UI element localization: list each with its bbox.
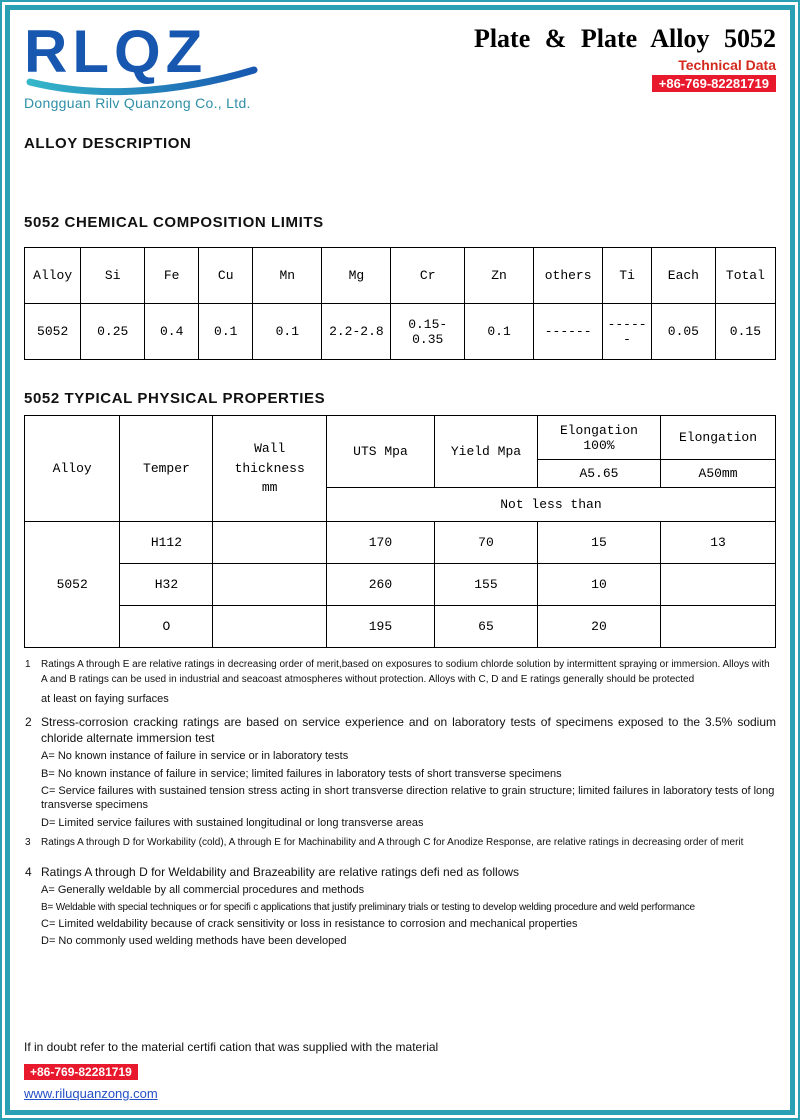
phys-wall-o (213, 606, 326, 648)
phys-row-o (25, 606, 776, 648)
phys-yield-o: 65 (435, 606, 538, 648)
chem-header-ti: Ti (603, 248, 652, 304)
chem-header-cr: Cr (391, 248, 465, 304)
chem-value-total: 0.15 (715, 304, 775, 360)
wall-thickness-label: Wall thickness (234, 441, 305, 476)
company-logo (24, 20, 304, 111)
phys-row-h32 (25, 564, 776, 606)
chem-header-each: Each (651, 248, 715, 304)
footnote-3 (24, 836, 776, 851)
phys-header-elongation: Elongation (661, 416, 776, 460)
phys-header-elongation-100: Elongation 100% (537, 416, 660, 460)
chem-value-si: 0.25 (81, 304, 145, 360)
footnote-2-item-b: B= No known instance of failure in service; limited failures in laboratory tests of short transverse specimens (41, 767, 562, 780)
phys-uts-o: 195 (326, 606, 434, 648)
alloy-description-heading: ALLOY DESCRIPTION (24, 135, 192, 152)
chem-header-others: others (534, 248, 603, 304)
chem-value-cr: 0.15-0.35 (391, 304, 465, 360)
phys-header-yield: Yield Mpa (435, 416, 538, 488)
chem-value-ti: ------ (603, 304, 652, 360)
footnote-4-item-b: B= Weldable with special techniques or for specifi c applications that justify preliminary trials or testing to develop welding procedure and weld performance (41, 901, 695, 913)
phys-subheader-a50mm: A50mm (661, 460, 776, 488)
phys-header-wall-thickness (213, 416, 326, 522)
footnote-4-item-d: D= No commonly used welding methods have been developed (41, 935, 347, 948)
phys-uts-h112: 170 (326, 522, 434, 564)
header-right (474, 20, 776, 93)
chem-header-mg: Mg (322, 248, 391, 304)
chem-value-others: ------ (534, 304, 603, 360)
footnote-3-text: Ratings A through D for Workability (cold), A through E for Machinability and A through C for Anodize Response, are relative ratings in decreasing order of merit (41, 836, 744, 848)
website-link[interactable]: www.riluquanzong.com (24, 1086, 158, 1102)
page (5, 5, 795, 1115)
chem-header-si: Si (81, 248, 145, 304)
chem-value-fe: 0.4 (145, 304, 199, 360)
footnote-3-number: 3 (25, 836, 31, 848)
chemical-composition-table (24, 247, 776, 360)
phys-header-row-1 (25, 416, 776, 460)
footnote-4-text: Ratings A through D for Weldability and Brazeability are relative ratings defi ned as follows (41, 865, 520, 880)
chem-value-each: 0.05 (651, 304, 715, 360)
footnote-4-item-c: C= Limited weldability because of crack sensitivity or loss in resistance to corrosion and mechanical properties (41, 917, 578, 930)
physical-properties-table (24, 415, 776, 648)
phys-temper-h32: H32 (120, 564, 213, 606)
phys-a50-h112: 13 (661, 522, 776, 564)
phys-a565-o: 20 (537, 606, 660, 648)
footnote-2-item-d: D= Limited service failures with sustained longitudinal or long transverse areas (41, 816, 424, 829)
chem-header-fe: Fe (145, 248, 199, 304)
phys-alloy-value: 5052 (25, 522, 120, 648)
footnote-1-number: 1 (25, 659, 31, 670)
footnote-2-item-a: A= No known instance of failure in service or in laboratory tests (41, 750, 349, 763)
chem-header-mn: Mn (253, 248, 322, 304)
footer-phone-badge: +86-769-82281719 (24, 1064, 138, 1080)
chem-value-mg: 2.2-2.8 (322, 304, 391, 360)
header-phone-badge: +86-769-82281719 (652, 75, 776, 92)
technical-data-label: Technical Data (678, 57, 776, 73)
chem-header-alloy: Alloy (25, 248, 81, 304)
phys-wall-h112 (213, 522, 326, 564)
footnote-4-number: 4 (25, 865, 32, 880)
footnotes (24, 658, 776, 948)
phys-temper-h112: H112 (120, 522, 213, 564)
footnote-1-text2: at least on faying surfaces (41, 693, 169, 705)
logo-text: RLQZ (24, 18, 208, 85)
chem-value-zn: 0.1 (465, 304, 534, 360)
chem-header-cu: Cu (199, 248, 253, 304)
chem-header-total: Total (715, 248, 775, 304)
footnote-2-item-c: C= Service failures with sustained tension stress acting in short transverse direction relative to grain structure; limited failures in laboratory tests of long transverse specimens (41, 784, 775, 812)
physical-properties-heading: 5052 TYPICAL PHYSICAL PROPERTIES (24, 390, 326, 407)
phys-not-less-than: Not less than (326, 488, 775, 522)
footnote-4 (24, 864, 776, 948)
chem-value-cu: 0.1 (199, 304, 253, 360)
phys-temper-o: O (120, 606, 213, 648)
chem-value-alloy: 5052 (25, 304, 81, 360)
phys-a565-h32: 10 (537, 564, 660, 606)
footnote-1 (24, 658, 776, 708)
chem-value-row (25, 304, 776, 360)
chem-value-mn: 0.1 (253, 304, 322, 360)
chem-header-row (25, 248, 776, 304)
phys-wall-h32 (213, 564, 326, 606)
footnote-4-item-a: A= Generally weldable by all commercial procedures and methods (41, 884, 365, 897)
chem-header-zn: Zn (465, 248, 534, 304)
phys-uts-h32: 260 (326, 564, 434, 606)
footnote-2-text: Stress-corrosion cracking ratings are based on service experience and on laboratory tests of specimens exposed to the 3.5% sodium chloride alternate immersion test (41, 714, 776, 746)
phys-row-h112 (25, 522, 776, 564)
footnote-2-number: 2 (25, 714, 32, 729)
document-title: Plate & Plate Alloy 5052 (473, 24, 776, 53)
phys-header-temper: Temper (120, 416, 213, 522)
phys-yield-h32: 155 (435, 564, 538, 606)
company-name: Dongguan Rilv Quanzong Co., Ltd. (24, 95, 251, 111)
footnote-2 (24, 714, 776, 830)
footnote-1-text: Ratings A through E are relative ratings in decreasing order of merit,based on exposures to sodium chlorde solution by intermittent spraying or immersion. Alloys with A and B ratings can be used in industrial and seacoast atmospheres without protection. Alloys with C, D and E ratings generally should be protected (41, 659, 770, 685)
phys-subheader-a565: A5.65 (537, 460, 660, 488)
disclaimer-text: If in doubt refer to the material certifi cation that was supplied with the material (24, 1040, 439, 1055)
phys-yield-h112: 70 (435, 522, 538, 564)
phys-header-alloy: Alloy (25, 416, 120, 522)
header (24, 20, 776, 111)
chemical-composition-heading: 5052 CHEMICAL COMPOSITION LIMITS (24, 214, 324, 231)
wall-thickness-unit: mm (261, 480, 278, 496)
phys-header-uts: UTS Mpa (326, 416, 434, 488)
phys-a565-h112: 15 (537, 522, 660, 564)
phys-a50-h32 (661, 564, 776, 606)
phys-a50-o (661, 606, 776, 648)
